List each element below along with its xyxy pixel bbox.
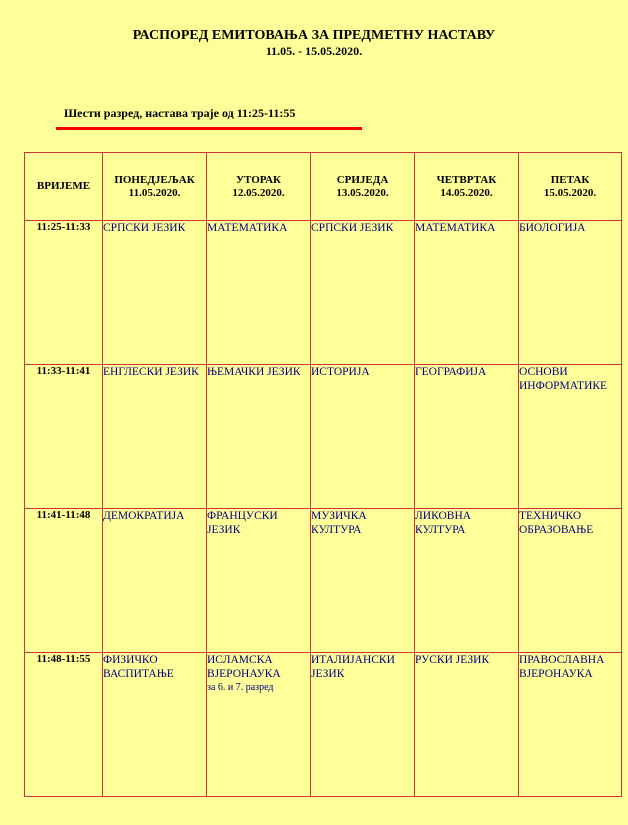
subject-cell [207,653,311,797]
subject-cell: ТЕХНИЧКО ОБРАЗОВАЊЕ [519,509,622,653]
day-header [311,153,415,221]
day-name: ПОНЕДЈЕЉАК [114,173,195,186]
grade-underline [56,127,362,130]
week-dates: 11.05. - 15.05.2020. [265,44,363,58]
time-slot: 11:41-11:48 [25,509,103,653]
subject-cell: ЕНГЛЕСКИ ЈЕЗИК [103,365,207,509]
day-header [103,153,207,221]
subject-cell: ИСТОРИЈА [311,365,415,509]
time-slot: 11:25-11:33 [25,221,103,365]
day-name: ЧЕТВРТАК [436,173,497,186]
subject-cell: МУЗИЧКА КУЛТУРА [311,509,415,653]
day-date: 11.05.2020. [128,186,181,199]
table-row [25,221,622,365]
day-name: СРИЈЕДА [336,173,389,186]
table-row [25,365,622,509]
subject-cell: ЛИКОВНА КУЛТУРА [415,509,519,653]
grade-info: Шести разред, настава траје од 11:25-11:55 [64,106,296,120]
schedule-table [24,152,622,797]
subject-note: за 6. и 7. разред [207,682,274,693]
subject-cell: МАТЕМАТИКА [415,221,519,365]
subject-cell: РУСКИ ЈЕЗИК [415,653,519,797]
subject-cell: ФИЗИЧКО ВАСПИТАЊЕ [103,653,207,797]
time-slot: 11:33-11:41 [25,365,103,509]
subject-cell: МАТЕМАТИКА [207,221,311,365]
subject-cell: ГЕОГРАФИЈА [415,365,519,509]
header-row [25,153,622,221]
subject-name: ИСЛАМСКА ВЈЕРОНАУКА [207,654,281,680]
day-header [519,153,622,221]
day-date: 12.05.2020. [232,186,285,199]
subject-cell: ФРАНЦУСКИ ЈЕЗИК [207,509,311,653]
subject-cell: СРПСКИ ЈЕЗИК [103,221,207,365]
subject-cell: ОСНОВИ ИНФОРМАТИКЕ [519,365,622,509]
day-date: 15.05.2020. [543,186,597,199]
subject-cell: ИТАЛИЈАНСКИ ЈЕЗИК [311,653,415,797]
day-header [415,153,519,221]
day-date: 13.05.2020. [336,186,389,199]
day-date: 14.05.2020. [440,186,493,199]
page-title: РАСПОРЕД ЕМИТОВАЊА ЗА ПРЕДМЕТНУ НАСТАВУ [132,28,496,43]
day-name: ПЕТАК [550,173,590,186]
day-header [207,153,311,221]
table-row [25,653,622,797]
time-column-header [25,153,103,221]
time-slot: 11:48-11:55 [25,653,103,797]
table-row [25,509,622,653]
subject-cell: ПРАВОСЛАВНА ВЈЕРОНАУКА [519,653,622,797]
subject-cell: ДЕМОКРАТИЈА [103,509,207,653]
subject-cell: СРПСКИ ЈЕЗИК [311,221,415,365]
subject-cell: ЊЕМАЧКИ ЈЕЗИК [207,365,311,509]
day-name: УТОРАК [235,173,282,186]
subject-cell: БИОЛОГИЈА [519,221,622,365]
time-header-label: ВРИЈЕМЕ [36,180,91,192]
